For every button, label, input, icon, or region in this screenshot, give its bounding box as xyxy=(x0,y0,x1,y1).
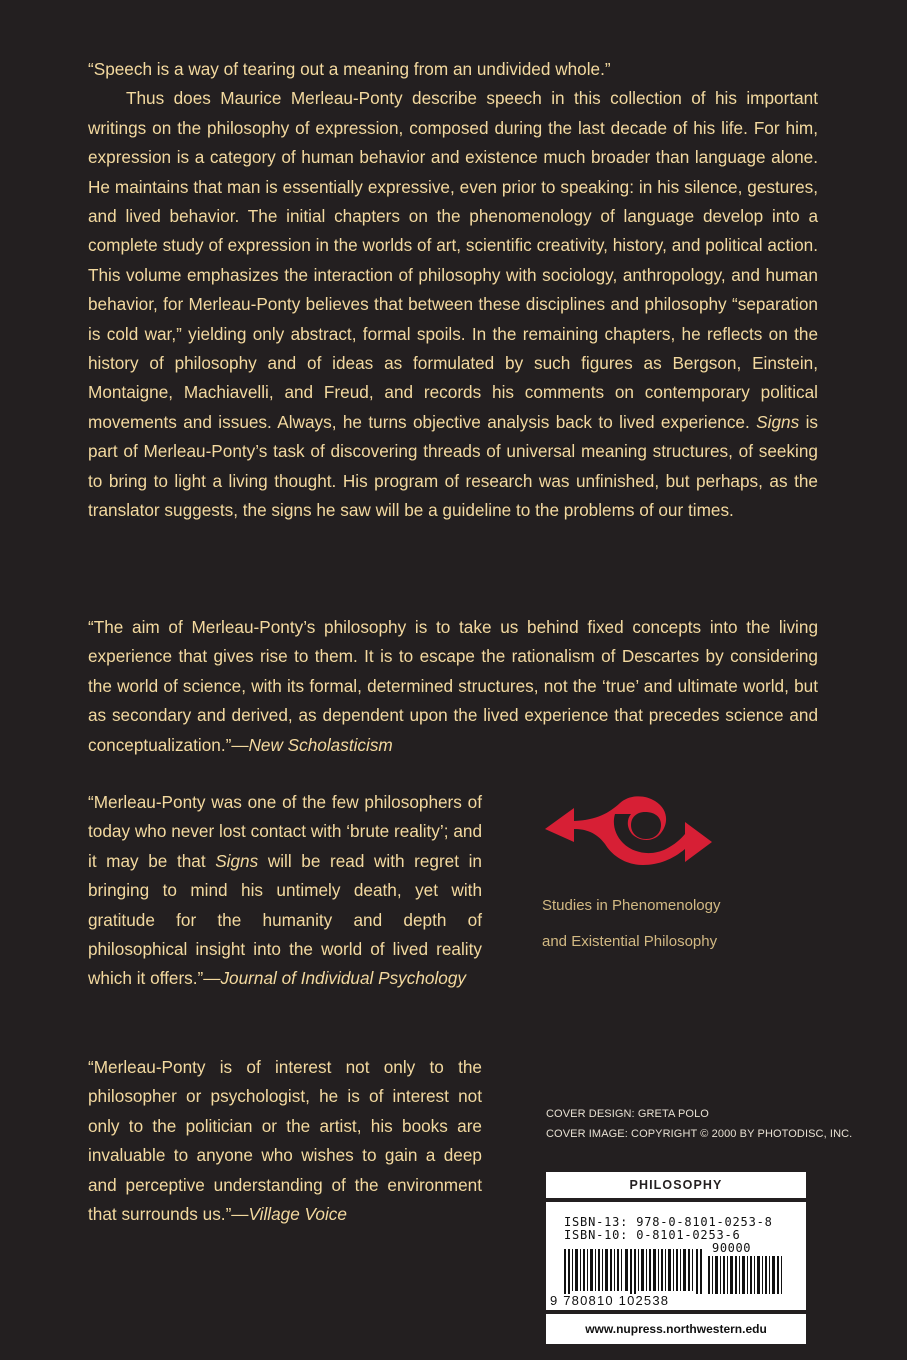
cover-design-credit: COVER DESIGN: GRETA POLO xyxy=(546,1108,709,1120)
quote-source: Village Voice xyxy=(248,1204,347,1225)
description-paragraph xyxy=(88,84,818,525)
series-line-1: Studies in Phenomenology xyxy=(542,897,721,914)
category-label: PHILOSOPHY xyxy=(546,1172,806,1198)
description-block xyxy=(88,55,818,526)
series-line-2: and Existential Philosophy xyxy=(542,933,718,950)
quote-new-scholasticism xyxy=(88,613,818,760)
series-title xyxy=(542,888,802,960)
quote-text: “The aim of Merleau-Ponty’s philosophy is to take us behind fixed concepts into the living experience that gives rise to them. It is to escape the rationalism of Descartes by considering the world of science, with its formal, determined structures, not the ‘true’ and ultimate world, but as secondary and derived, as dependent upon the lived experience that precedes science and conceptualization.”— xyxy=(88,617,818,755)
isbn-barcode-panel xyxy=(546,1202,806,1310)
quote-text-part-1: “Merleau-Ponty was one of the few philosophers of today who never lost contact with ‘brute reality’; and it may be that xyxy=(88,792,482,871)
quote-new-scholasticism-text xyxy=(88,613,818,760)
quote-source: New Scholasticism xyxy=(248,734,393,755)
barcode-main xyxy=(564,1249,702,1294)
quote-village-voice-text xyxy=(88,1053,482,1229)
price-code: 90000 xyxy=(712,1241,752,1255)
quote-source: Journal of Individual Psychology xyxy=(220,968,466,989)
lead-quote: “Speech is a way of tearing out a meaning from an undivided whole.” xyxy=(88,59,611,79)
double-arrow-loop-icon xyxy=(542,794,714,870)
quote-title-signs: Signs xyxy=(215,850,259,871)
quote-journal-text xyxy=(88,788,482,994)
quote-text: “Merleau-Ponty is of interest not only to the philosopher or psychologist, he is of interest not only to the politician or the artist, his books are invaluable to anyone who wishes to gain a deep and perceptive understanding of the environment that surrounds us.”— xyxy=(88,1057,482,1225)
publisher-url: www.nupress.northwestern.edu xyxy=(546,1314,806,1344)
quote-village-voice xyxy=(88,1053,482,1229)
barcode-box xyxy=(546,1172,806,1358)
isbn-13: ISBN-13: 978-0-8101-0253-8 xyxy=(564,1215,773,1229)
ean-digits: 9 780810 102538 xyxy=(550,1293,670,1308)
quote-text-part-2: will be read with regret in bringing to mind his untimely death, yet with gratitude for the humanity and depth of philosophical insight into the world of lived reality which it offers.”— xyxy=(88,850,482,989)
cover-credits xyxy=(546,1104,876,1144)
barcode-addon xyxy=(708,1256,784,1294)
isbn-10: ISBN-10: 0-8101-0253-6 xyxy=(564,1228,741,1242)
description-part-1: Thus does Maurice Merleau-Ponty describe speech in this collection of his important writings on the philosophy of expression, composed during the last decade of his life. For him, expression is a category of human behavior and existence much broader than language alone. He maintains that man is essentially expressive, even prior to speaking: in his silence, gestures, and lived behavior. The initial chapters on the phenomenology of language develop into a complete study of expression in the worlds of art, scientific creativity, history, and political action. This volume emphasizes the interaction of philosophy with sociology, anthropology, and human behavior, for Merleau-Ponty believes that between these disciplines and philosophy “separation is cold war,” yielding only abstract, formal spoils. In the remaining chapters, he reflects on the history of philosophy and of ideas as formulated by such figures as Bergson, Einstein, Montaigne, Machiavelli, and Freud, and records his comments on contemporary political movements and issues. Always, he turns objective analysis back to lived experience. xyxy=(88,88,818,432)
cover-image-credit: COVER IMAGE: COPYRIGHT © 2000 BY PHOTODISC, INC. xyxy=(546,1128,853,1140)
description-title-signs: Signs xyxy=(756,411,800,432)
description-part-2: is part of Merleau-Ponty’s task of discovering threads of universal meaning structures, of seeking to bring to light a living thought. His program of research was unfinished, but perhaps, as the translator suggests, the signs he saw will be a guideline to the problems of our times. xyxy=(88,411,818,521)
quote-journal-individual-psychology xyxy=(88,788,482,994)
